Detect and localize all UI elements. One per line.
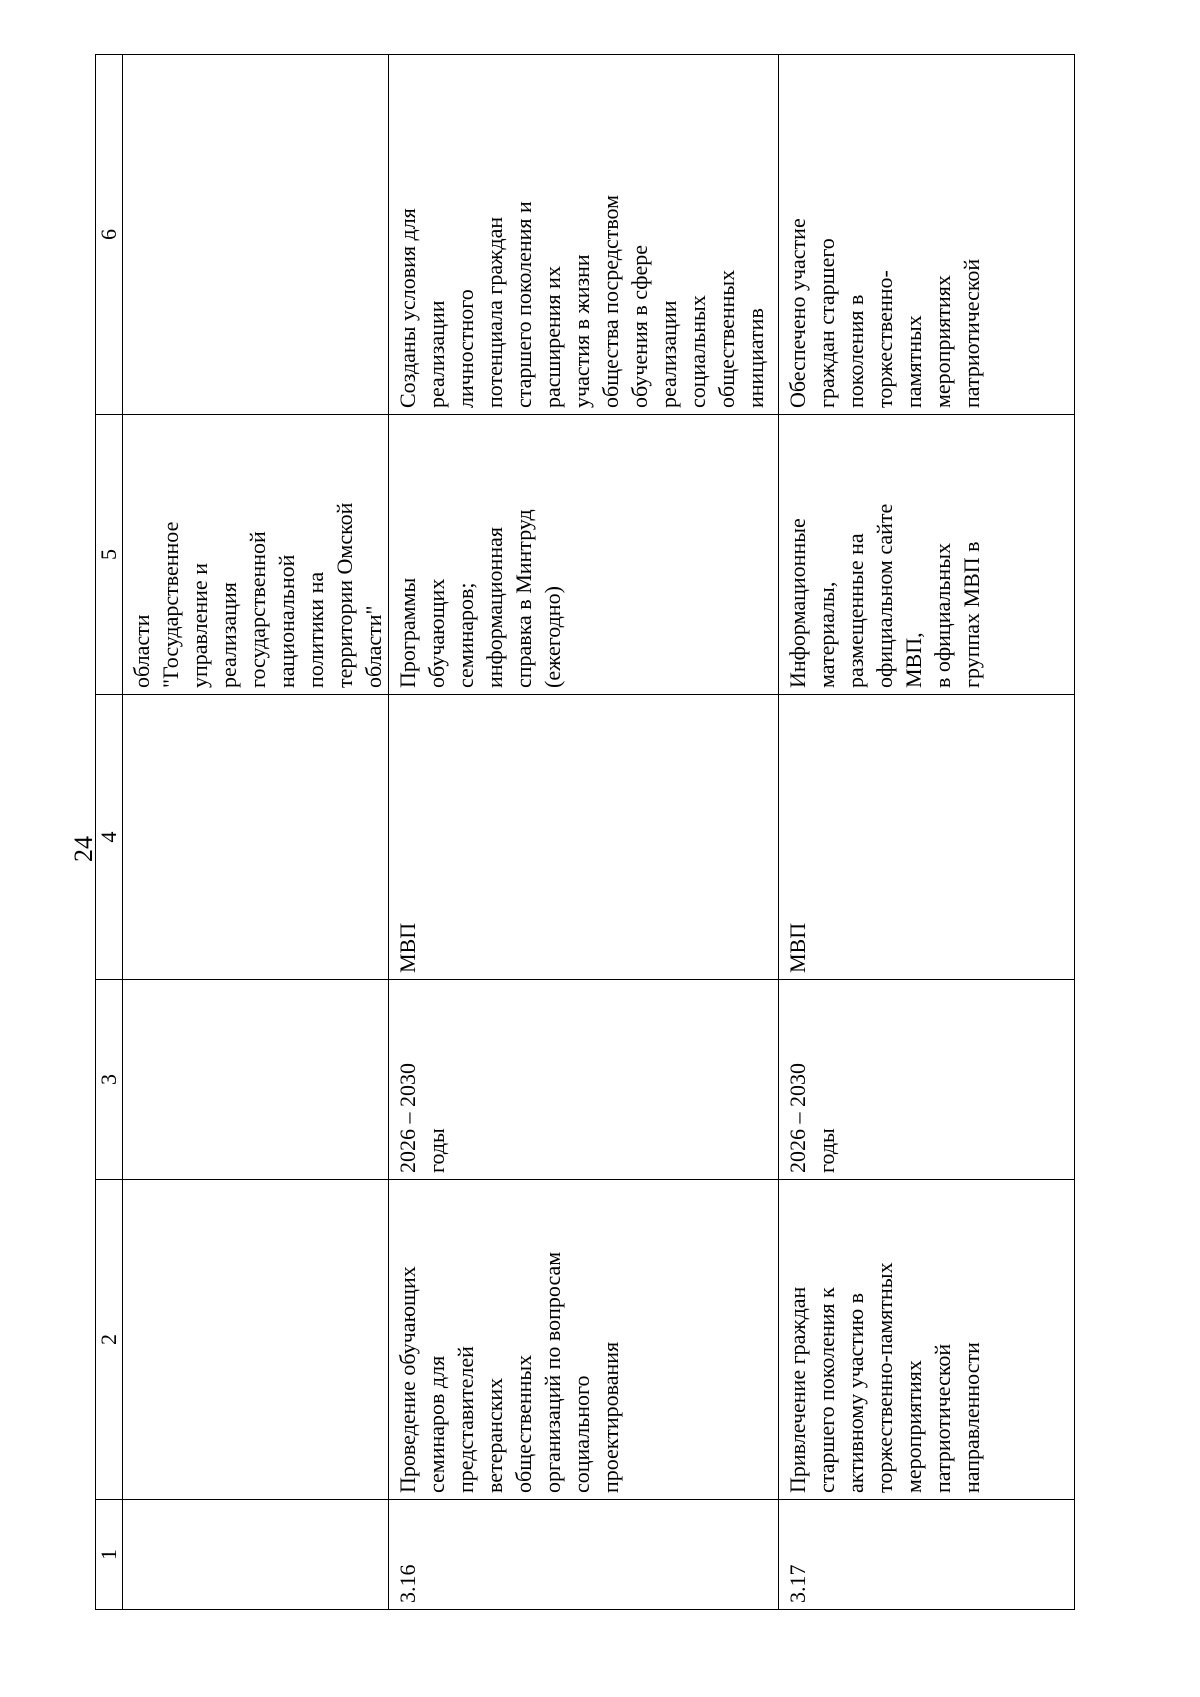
cell-text-line: годы <box>814 1128 839 1173</box>
document-type-cell <box>779 415 1075 695</box>
cell-text-line: инициатив <box>743 308 768 408</box>
executor-cell <box>779 695 1075 980</box>
event-name-cell <box>389 1180 779 1500</box>
cell-text-line: Программы <box>395 577 420 688</box>
cell-text-line: области <box>129 614 154 688</box>
cell-text-line: ветеранских <box>482 1377 507 1493</box>
cell-text-line: обучения в сфере <box>627 244 652 408</box>
cell-text-line: 3.16 <box>395 1564 420 1603</box>
cell-text-line: политики на <box>303 571 328 688</box>
cell-text-line: МВП, <box>901 632 926 688</box>
document-type-cell <box>123 415 389 695</box>
cell-text-line: семинаров для <box>424 1355 449 1493</box>
cell-text-line: МВП <box>785 922 810 973</box>
cell-text-line: общества посредством <box>598 194 623 408</box>
cell-text-line: граждан старшего <box>814 238 839 408</box>
page-number: 24 <box>69 836 98 862</box>
row-number-cell <box>779 1500 1075 1610</box>
table-row <box>779 55 1075 1610</box>
cell-text-line: направленности <box>959 1342 984 1493</box>
cell-text-line: обучающих <box>424 578 449 688</box>
table-header-row <box>96 55 123 1610</box>
cell-text-line: патриотической <box>930 1343 955 1493</box>
row-number-cell <box>123 1500 389 1610</box>
cell-text-line: потенциала граждан <box>482 216 507 408</box>
cell-text-line: "Государственное <box>158 521 183 688</box>
cell-text-line: представителей <box>453 1346 478 1493</box>
column-header: 5 <box>96 415 123 695</box>
cell-text-line: поколения в <box>843 294 868 408</box>
cell-text-line: управление и <box>187 563 212 688</box>
cell-text-line: патриотической <box>959 258 984 408</box>
cell-text-line: 3.17 <box>785 1564 810 1603</box>
cell-text-line: реализации <box>424 300 449 408</box>
cell-text-line: торжественно- <box>872 270 897 408</box>
cell-text-line: официальном сайте <box>872 503 897 688</box>
cell-text-line: Проведение обучающих <box>395 1266 420 1493</box>
result-cell <box>389 55 779 415</box>
cell-text-line: Обеспечено участие <box>785 218 810 408</box>
cell-text-line: территории Омской <box>332 502 357 688</box>
cell-text-line: 2026 – 2030 <box>785 1063 810 1173</box>
cell-text-line: Информационные <box>785 518 810 688</box>
column-header: 6 <box>96 55 123 415</box>
cell-text-line: материалы, <box>814 581 839 688</box>
cell-text-line: активному участию в <box>843 1292 868 1493</box>
event-name-cell <box>779 1180 1075 1500</box>
period-cell <box>779 980 1075 1180</box>
column-header: 1 <box>96 1500 123 1610</box>
document-table <box>95 54 1075 1610</box>
cell-text-line: в официальных <box>930 543 955 688</box>
cell-text-line: памятных <box>901 315 926 408</box>
cell-text-line: расширения их <box>540 266 565 408</box>
executor-cell <box>389 695 779 980</box>
cell-text-line: информационная <box>482 527 507 688</box>
cell-text-line: группах МВП в <box>959 541 984 688</box>
table-row <box>123 55 389 1610</box>
cell-text-line: реализация <box>216 582 241 688</box>
cell-text-line: организаций по вопросам <box>540 1251 565 1493</box>
cell-text-line: области" <box>361 605 386 688</box>
cell-text-line: мероприятиях <box>930 275 955 408</box>
cell-text-line: Созданы условия для <box>395 208 420 408</box>
column-header: 3 <box>96 980 123 1180</box>
column-header: 2 <box>96 1180 123 1500</box>
cell-text-line: МВП <box>395 922 420 973</box>
cell-text-line: справка в Минтруд <box>511 509 536 688</box>
cell-text-line: проектирования <box>598 1341 623 1493</box>
cell-text-line: личностного <box>453 289 478 408</box>
cell-text-line: реализации <box>656 300 681 408</box>
cell-text-line: национальной <box>274 554 299 688</box>
document-type-cell <box>389 415 779 695</box>
cell-text-line: участия в жизни <box>569 254 594 408</box>
cell-text-line: общественных <box>511 1354 536 1493</box>
cell-text-line: торжественно-памятных <box>872 1262 897 1493</box>
column-header: 4 <box>96 695 123 980</box>
cell-text-line: годы <box>424 1128 449 1173</box>
cell-text-line: Привлечение граждан <box>785 1286 810 1493</box>
cell-text-line: (ежегодно) <box>540 586 565 688</box>
cell-text-line: семинаров; <box>453 582 478 688</box>
executor-cell <box>123 695 389 980</box>
cell-text-line: общественных <box>714 269 739 408</box>
cell-text-line: 2026 – 2030 <box>395 1063 420 1173</box>
event-name-cell <box>123 1180 389 1500</box>
cell-text-line: государственной <box>245 531 270 688</box>
cell-text-line: старшего поколения и <box>511 201 536 408</box>
period-cell <box>389 980 779 1180</box>
table-row <box>389 55 779 1610</box>
cell-text-line: старшего поколения к <box>814 1287 839 1493</box>
cell-text-line: социальных <box>685 295 710 408</box>
row-number-cell <box>389 1500 779 1610</box>
cell-text-line: размещенные на <box>843 533 868 688</box>
result-cell <box>779 55 1075 415</box>
result-cell <box>123 55 389 415</box>
period-cell <box>123 980 389 1180</box>
cell-text-line: мероприятиях <box>901 1360 926 1493</box>
cell-text-line: социального <box>569 1375 594 1493</box>
